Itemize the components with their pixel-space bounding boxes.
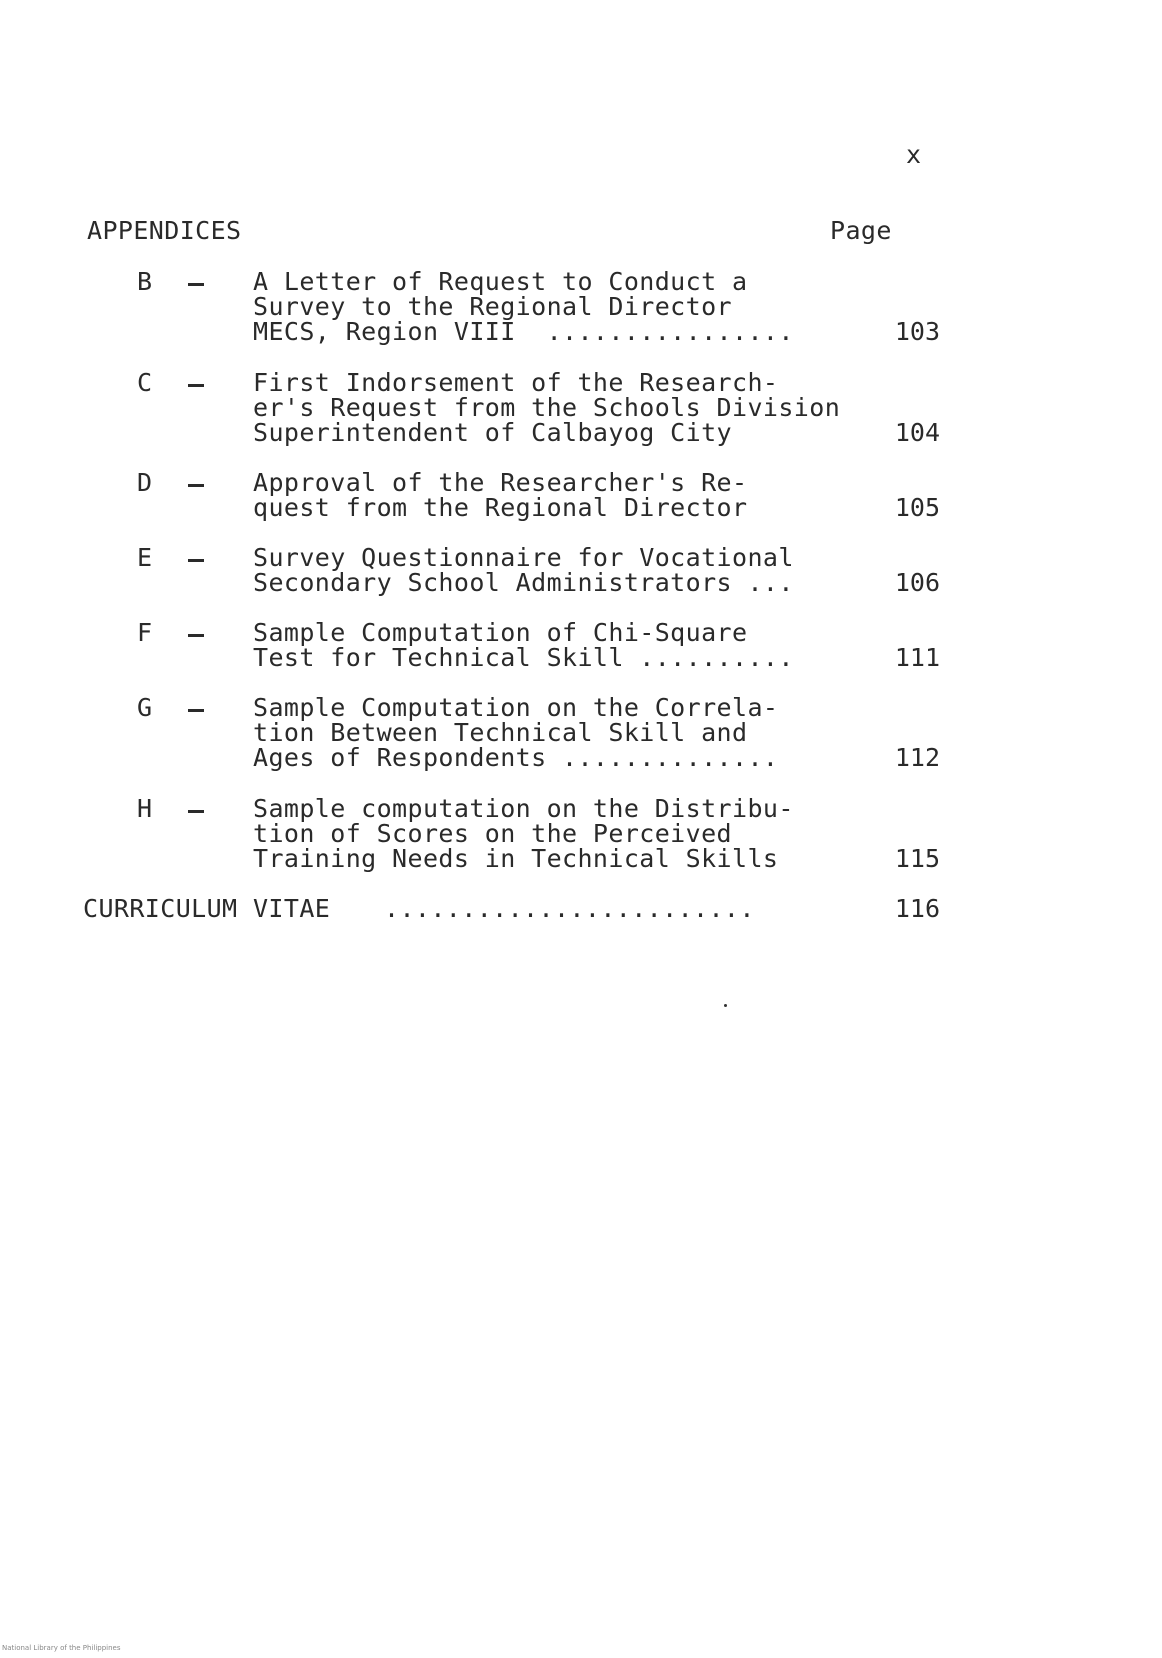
scan-speck — [724, 1004, 727, 1007]
curriculum-dots: ........................ — [384, 894, 755, 923]
entry-page: 116 — [894, 894, 940, 923]
entry-line: Survey to the Regional Director — [253, 292, 732, 321]
entry-line: Superintendent of Calbayog City — [253, 418, 732, 447]
entry-line: Secondary School Administrators ... — [253, 568, 794, 597]
entry-letter: G — [137, 693, 153, 722]
entry-line: Sample computation on the Distribu- — [253, 794, 794, 823]
entry-letter: H — [137, 794, 153, 823]
entry-letter: F — [137, 618, 153, 647]
entry-page: 115 — [894, 844, 940, 873]
scan-footer-stamp: National Library of the Philippines — [2, 1644, 121, 1652]
entry-line: Survey Questionnaire for Vocational — [253, 543, 794, 572]
entry-dash — [188, 634, 204, 637]
entry-line: er's Request from the Schools Division — [253, 393, 841, 422]
entry-line: Training Needs in Technical Skills — [253, 844, 779, 873]
entry-line: tion Between Technical Skill and — [253, 718, 748, 747]
entry-line: Ages of Respondents .............. — [253, 743, 779, 772]
entry-page: 104 — [894, 418, 940, 447]
entry-line: A Letter of Request to Conduct a — [253, 267, 748, 296]
entry-line: First Indorsement of the Research- — [253, 368, 779, 397]
entry-page: 111 — [894, 643, 940, 672]
entry-line: quest from the Regional Director — [253, 493, 748, 522]
entry-dash — [188, 484, 204, 487]
entry-dash — [188, 384, 204, 387]
entry-page: 112 — [894, 743, 940, 772]
entry-line: MECS, Region VIII ................ — [253, 317, 794, 346]
entry-line: Sample Computation on the Correla- — [253, 693, 779, 722]
entry-dash — [188, 283, 204, 286]
curriculum-label: CURRICULUM VITAE — [83, 894, 331, 923]
entry-letter: B — [137, 267, 153, 296]
entry-letter: D — [137, 468, 153, 497]
entry-page: 106 — [894, 568, 940, 597]
entry-line: Approval of the Researcher's Re- — [253, 468, 748, 497]
entry-letter: C — [137, 368, 153, 397]
entry-line: Sample Computation of Chi-Square — [253, 618, 748, 647]
entry-dash — [188, 810, 204, 813]
page-column-label: Page — [830, 216, 892, 245]
page-number: x — [906, 140, 922, 169]
entry-line: tion of Scores on the Perceived — [253, 819, 732, 848]
entry-page: 105 — [894, 493, 940, 522]
entry-letter: E — [137, 543, 153, 572]
entry-dash — [188, 559, 204, 562]
entry-line: Test for Technical Skill .......... — [253, 643, 794, 672]
entry-dash — [188, 709, 204, 712]
entry-page: 103 — [894, 317, 940, 346]
section-title: APPENDICES — [87, 216, 242, 245]
